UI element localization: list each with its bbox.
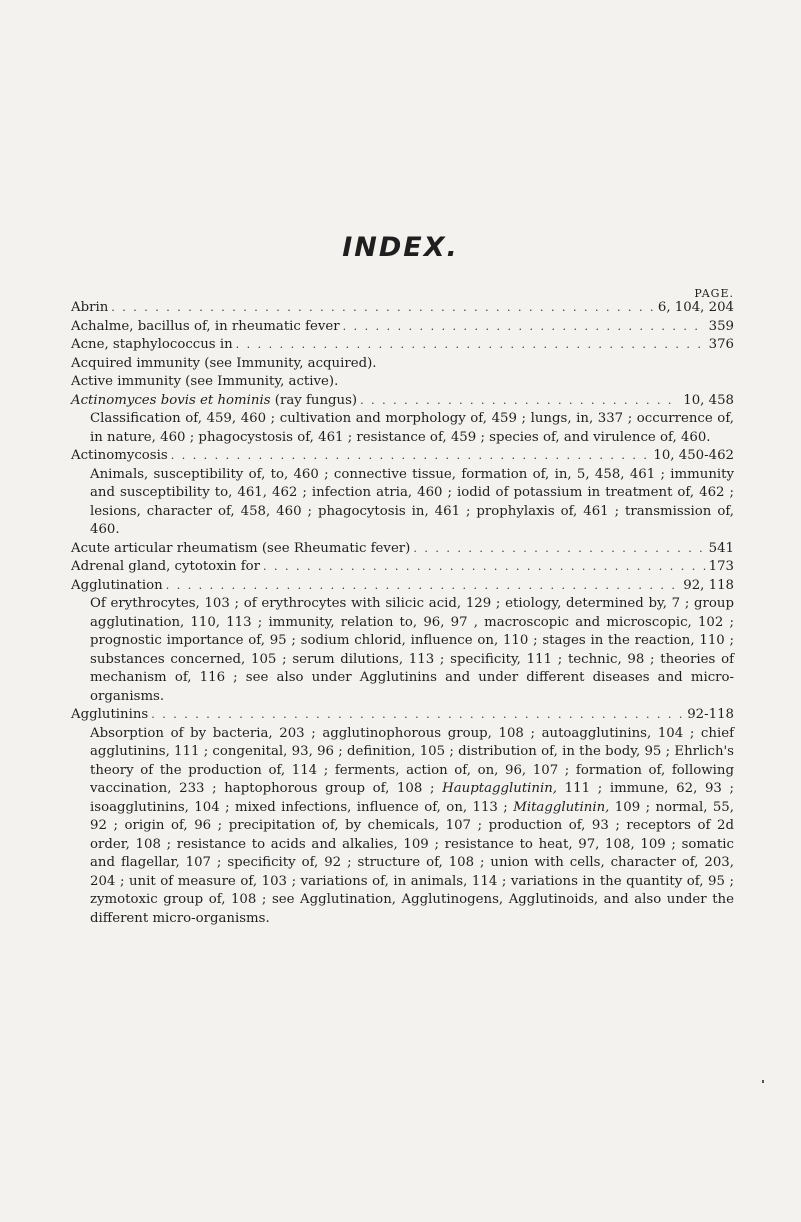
entry-term: Active immunity (see Immunity, active). bbox=[71, 374, 339, 389]
leader-dots bbox=[166, 577, 681, 596]
index-entry-abrin bbox=[71, 299, 734, 318]
index-entry-agglutination bbox=[71, 577, 734, 707]
entry-term: Achalme, bacillus of, in rheumatic fever bbox=[71, 318, 340, 334]
leader-dots bbox=[413, 540, 705, 559]
page-column-header: PAGE. bbox=[694, 287, 734, 300]
entry-pages: 541 bbox=[708, 540, 734, 556]
entry-pages: 92-118 bbox=[687, 707, 734, 722]
leader-dots bbox=[236, 336, 706, 355]
index-entry-actinomycosis bbox=[71, 447, 734, 540]
index-entry-active-immunity bbox=[71, 373, 734, 392]
entry-pages: 10, 450-462 bbox=[653, 448, 734, 463]
entry-pages: 359 bbox=[708, 318, 734, 334]
entry-term: Acne, staphylococcus in bbox=[71, 337, 233, 352]
entry-term: Agglutinins bbox=[71, 707, 149, 722]
entry-subentries: Animals, susceptibility of, to, 460 ; connective tissue, formation of, in, 5, 458, 461 ; immunity and susceptibility to, 461, 462 ; infection atria, 460 ; iodid of potassium in treatment of, 462 ; lesions, character of, 458, 460 ; phagocytosis in, 461 ; prophylaxis of, 461 ; transmission of, 460. bbox=[90, 466, 734, 537]
entry-pages: 6, 104, 204 bbox=[657, 300, 734, 315]
page-title: INDEX. bbox=[342, 232, 459, 263]
leader-dots bbox=[151, 706, 684, 725]
entry-pages: 92, 118 bbox=[683, 577, 734, 593]
entry-pages: 173 bbox=[708, 559, 734, 574]
index-entry-agglutinins bbox=[71, 706, 734, 928]
leader-dots bbox=[171, 447, 651, 466]
entry-term: Acquired immunity (see Immunity, acquired). bbox=[71, 355, 377, 371]
entry-term-italic: Actinomyces bovis et hominis bbox=[71, 392, 271, 408]
index-entry-achalme bbox=[71, 318, 734, 337]
leader-dots bbox=[111, 299, 655, 318]
index-entry-adrenal-gland bbox=[71, 558, 734, 577]
entry-term: Agglutination bbox=[71, 577, 163, 593]
index-entry-acute-articular-rheumatism bbox=[71, 540, 734, 559]
entry-term bbox=[71, 392, 357, 411]
entry-subentries: Of erythrocytes, 103 ; of erythrocytes with silicic acid, 129 ; etiology, determined by, 7 ; group agglutination, 110, 113 ; immunity, relation to, 96, 97 , macroscopic and microscopic, 102 ; prognostic importance of, 95 ; sodium chlorid, influence on, 110 ; stages in the reaction, 110 ; substances concerned, 105 ; serum dilutions, 113 ; specificity, 111 ; technic, 98 ; theories of mechanism of, 116 ; see also under Agglutinins and under different diseases and micro-organisms. bbox=[90, 596, 734, 704]
index-entry-acne bbox=[71, 336, 734, 355]
entry-pages: 10, 458 bbox=[683, 392, 734, 408]
entry-term: Abrin bbox=[71, 300, 109, 315]
leader-dots bbox=[360, 392, 680, 411]
index-entry-actinomyces bbox=[71, 392, 734, 448]
leader-dots bbox=[263, 558, 706, 577]
entry-term: Acute articular rheumatism (see Rheumatic fever) bbox=[71, 540, 411, 556]
index-list bbox=[71, 287, 734, 928]
entry-term: Actinomycosis bbox=[71, 448, 168, 463]
entry-subentries: Classification of, 459, 460 ; cultivation and morphology of, 459 ; lungs, in, 337 ; occurrence of, in nature, 460 ; phagocystosis of, 461 ; resistance of, 459 ; species of, and virulence of, 460. bbox=[90, 411, 734, 445]
subentry-italic-term: Mitagglutinin, bbox=[513, 799, 610, 815]
page-speck bbox=[762, 1080, 764, 1083]
entry-term: Adrenal gland, cytotoxin for bbox=[71, 559, 261, 574]
entry-subentries bbox=[71, 725, 734, 929]
entry-term-rest: (ray fungus) bbox=[270, 392, 358, 408]
entry-pages: 376 bbox=[708, 337, 734, 352]
leader-dots bbox=[343, 318, 706, 337]
subentry-text: 111 ; immune, 62, 93 ; isoagglutinins, 104 ; mixed infections, influence of, on, 113 ; bbox=[90, 781, 734, 815]
subentry-text: 109 ; normal, 55, 92 ; origin of, 96 ; precipitation of, by chemicals, 107 ; production of, 93 ; receptors of 2d order, 108 ; resistance to acids and alkalies, 109 ; resistance to heat, 97, 108, 109 ; somatic and flagellar, 107 ; specificity of, 92 ; structure of, 108 ; union with cells, character of, 203, 204 ; unit of measure of, 103 ; variations of, in animals, 114 ; variations in the quantity of, 95 ; zymotoxic group of, 108 ; see Agglutination, Agglutinogens, Agglutinoids, and also under the different micro-organisms. bbox=[90, 799, 734, 926]
subentry-italic-term: Hauptagglutinin, bbox=[442, 781, 558, 796]
index-entry-acquired-immunity bbox=[71, 355, 734, 374]
subentry-text: Absorption of by bacteria, 203 ; agglutinophorous group, 108 ; autoagglutinins, 104 ; chief agglutinins, 111 ; congenital, 93, 96 ; definition, 105 ; distribution of, in the body, 95 ; Ehrlich's theory of the production of, 114 ; ferments, action of, on, 96, 107 ; formation of, following vaccination, 233 ; haptophorous group of, 108 ; bbox=[90, 725, 734, 796]
